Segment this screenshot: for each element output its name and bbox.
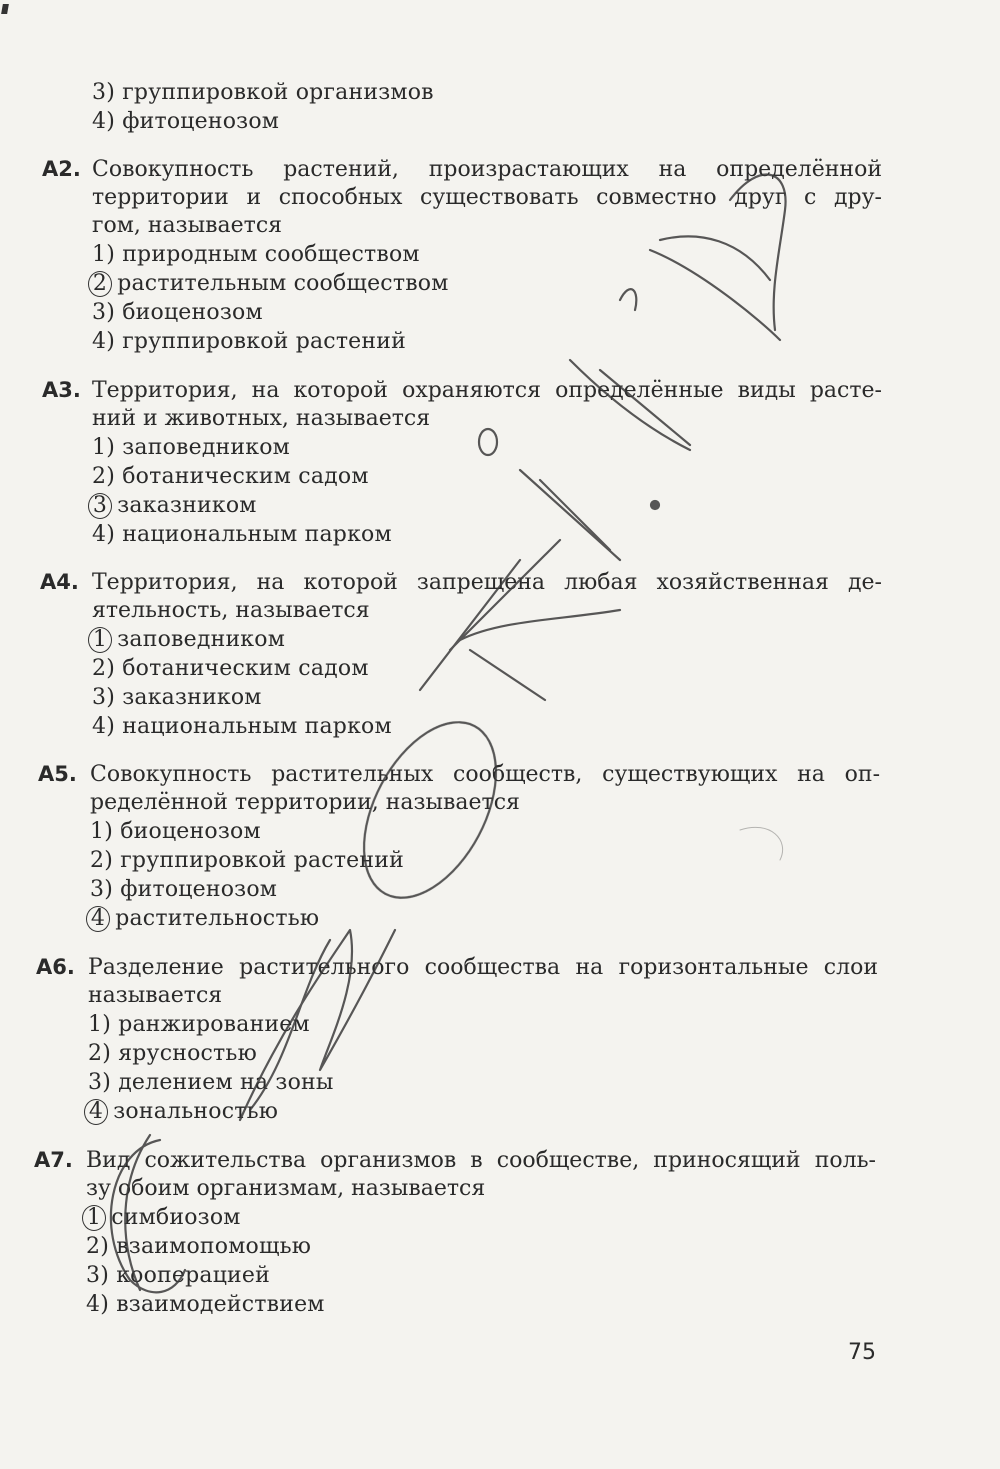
question-label: А6. (36, 955, 75, 979)
option-line-marked (92, 625, 285, 654)
option-number: 4) (92, 329, 115, 354)
option-number: 3) (90, 877, 113, 902)
option-number: 4) (86, 1292, 109, 1317)
option-line-marked (86, 1203, 241, 1232)
option-number: 2) (90, 848, 113, 873)
option-line (90, 846, 404, 875)
option-line-marked (90, 904, 319, 933)
question-label: А7. (34, 1148, 73, 1172)
option-line (92, 298, 263, 327)
option-text: природным сообществом (122, 242, 420, 267)
option-line (92, 107, 279, 136)
option-number: 2) (86, 1234, 109, 1259)
option-line (92, 462, 369, 491)
question-text-line: называется (88, 983, 223, 1008)
question-text-line: Разделение растительного сообщества на горизонтальные слои (88, 955, 878, 980)
option-line (90, 875, 277, 904)
option-text: группировкой растений (120, 848, 404, 873)
option-text: биоценозом (120, 819, 261, 844)
option-number: 2) (92, 656, 115, 681)
circled-answer-number: 3 (88, 493, 112, 519)
question-text-line: Территория, на которой запрещена любая хозяйственная де- (92, 570, 882, 595)
option-text: фитоценозом (122, 109, 280, 134)
option-text: национальным парком (122, 714, 392, 739)
option-number: 1) (92, 435, 115, 460)
option-line (86, 1261, 270, 1290)
option-text: национальным парком (122, 522, 392, 547)
option-text: кооперацией (116, 1263, 271, 1288)
question-text-line: Территория, на которой охраняются определённые виды расте- (92, 378, 882, 403)
option-line-marked (88, 1097, 278, 1126)
option-number: 4) (92, 522, 115, 547)
option-text: биоценозом (122, 300, 263, 325)
question-text-line: Совокупность растительных сообществ, существующих на оп- (90, 762, 880, 787)
option-text: делением на зоны (118, 1070, 334, 1095)
corner-mark (1, 4, 9, 14)
option-text: ботаническим садом (122, 464, 369, 489)
question-text-line: территории и способных существовать совместно друг с дру- (92, 185, 882, 210)
option-line (92, 327, 406, 356)
question-text-line: Совокупность растений, произрастающих на определённой (92, 157, 882, 182)
option-number: 2) (92, 464, 115, 489)
option-text: ботаническим садом (122, 656, 369, 681)
option-text: заказником (122, 685, 262, 710)
option-line (92, 712, 392, 741)
option-line (86, 1232, 311, 1261)
option-text: растительным сообществом (117, 271, 449, 296)
option-text: взаимодействием (116, 1292, 325, 1317)
option-number: 3) (86, 1263, 109, 1288)
option-number: 1) (88, 1012, 111, 1037)
option-line (92, 78, 434, 107)
option-number: 3) (92, 300, 115, 325)
option-text: ранжированием (118, 1012, 310, 1037)
option-line (88, 1068, 334, 1097)
option-text: группировкой растений (122, 329, 406, 354)
question-text-line: ределённой территории, называется (90, 790, 520, 815)
circled-answer-number: 4 (86, 906, 110, 932)
option-number: 2) (88, 1041, 111, 1066)
option-line (92, 240, 420, 269)
question-label: А3. (42, 378, 81, 402)
option-line-marked (92, 269, 449, 298)
option-number: 4) (92, 714, 115, 739)
option-text: ярусностью (118, 1041, 257, 1066)
option-line (92, 654, 369, 683)
option-text: заповедником (117, 627, 286, 652)
option-number: 3) (88, 1070, 111, 1095)
question-text-line: зу обоим организмам, называется (86, 1176, 486, 1201)
page-number: 75 (848, 1340, 876, 1365)
option-text: группировкой организмов (122, 80, 434, 105)
question-label: А4. (40, 570, 79, 594)
option-line (92, 683, 262, 712)
option-line (88, 1039, 257, 1068)
option-line-marked (92, 491, 257, 520)
option-line (92, 520, 392, 549)
option-number: 1) (90, 819, 113, 844)
option-text: заповедником (122, 435, 290, 460)
question-text-line: гом, называется (92, 213, 283, 238)
option-number: 4) (92, 109, 115, 134)
question-text-line: ний и животных, называется (92, 406, 431, 431)
circled-answer-number: 1 (88, 627, 112, 653)
circled-answer-number: 2 (88, 271, 112, 297)
option-text: растительностью (115, 906, 320, 931)
question-text-line: ятельность, называется (92, 598, 370, 623)
option-text: заказником (117, 493, 257, 518)
circled-answer-number: 4 (84, 1099, 108, 1125)
option-text: фитоценозом (120, 877, 278, 902)
circled-answer-number: 1 (82, 1205, 106, 1231)
option-number: 3) (92, 685, 115, 710)
option-line (86, 1290, 325, 1319)
option-text: симбиозом (111, 1205, 241, 1230)
option-text: зональностью (113, 1099, 279, 1124)
question-text-line: Вид сожительства организмов в сообществе, приносящий поль- (86, 1148, 876, 1173)
option-line (92, 433, 290, 462)
question-label: А5. (38, 762, 77, 786)
question-label: А2. (42, 157, 81, 181)
option-number: 3) (92, 80, 115, 105)
option-line (90, 817, 261, 846)
option-line (88, 1010, 310, 1039)
option-number: 1) (92, 242, 115, 267)
option-text: взаимопомощью (116, 1234, 312, 1259)
